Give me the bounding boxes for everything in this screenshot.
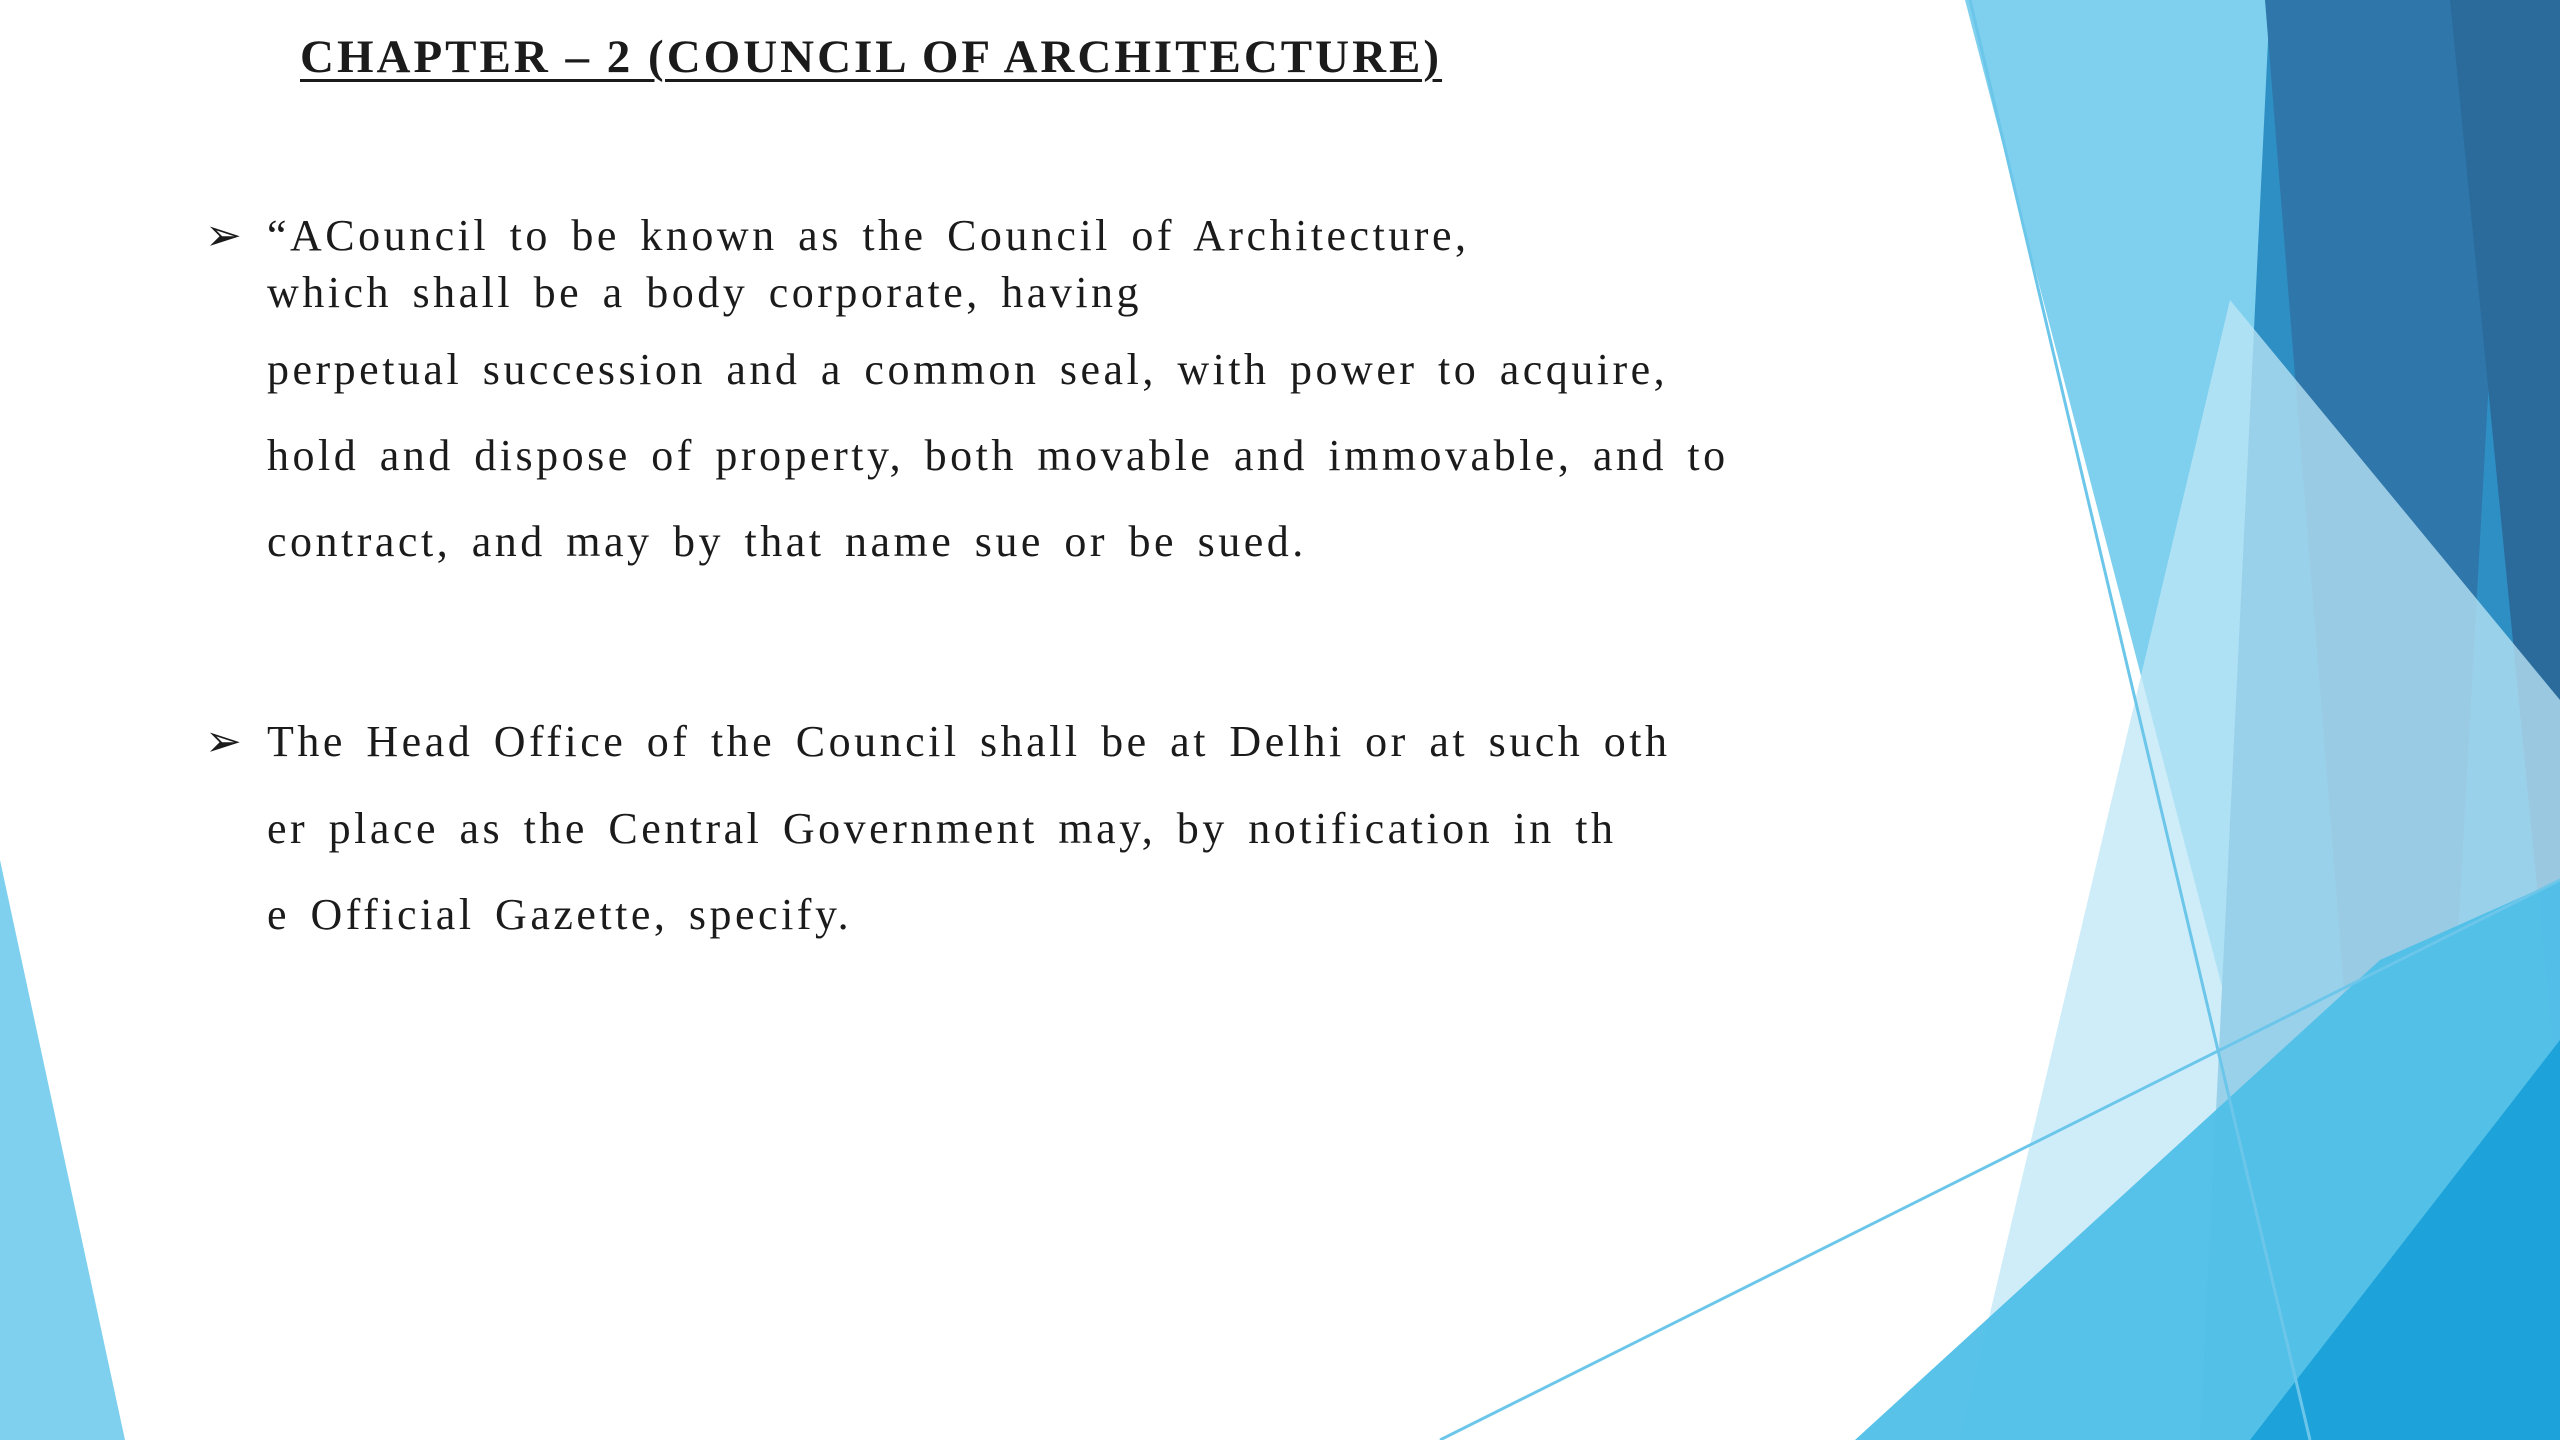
- bullet-arrow-icon: ➢: [205, 211, 242, 260]
- bullet-line: er place as the Central Government may, by notification in th: [267, 804, 1617, 853]
- bullet-line: hold and dispose of property, both movable and immovable, and to: [267, 431, 1729, 480]
- bullet-line: which shall be a body corporate, having: [267, 268, 1143, 317]
- bullet-line: The Head Office of the Council shall be at Delhi or at such oth: [267, 717, 1671, 766]
- bullet-line: perpetual succession and a common seal, with power to acquire,: [267, 345, 1669, 394]
- bullet-line: contract, and may by that name sue or be sued.: [267, 517, 1307, 566]
- bullet-arrow-icon: ➢: [205, 717, 242, 766]
- left-facet: [0, 860, 125, 1440]
- bullet-line: “ACouncil to be known as the Council of Architecture,: [267, 211, 1470, 260]
- slide-title: CHAPTER – 2 (COUNCIL OF ARCHITECTURE): [300, 31, 1443, 83]
- bullet-line: e Official Gazette, specify.: [267, 890, 853, 939]
